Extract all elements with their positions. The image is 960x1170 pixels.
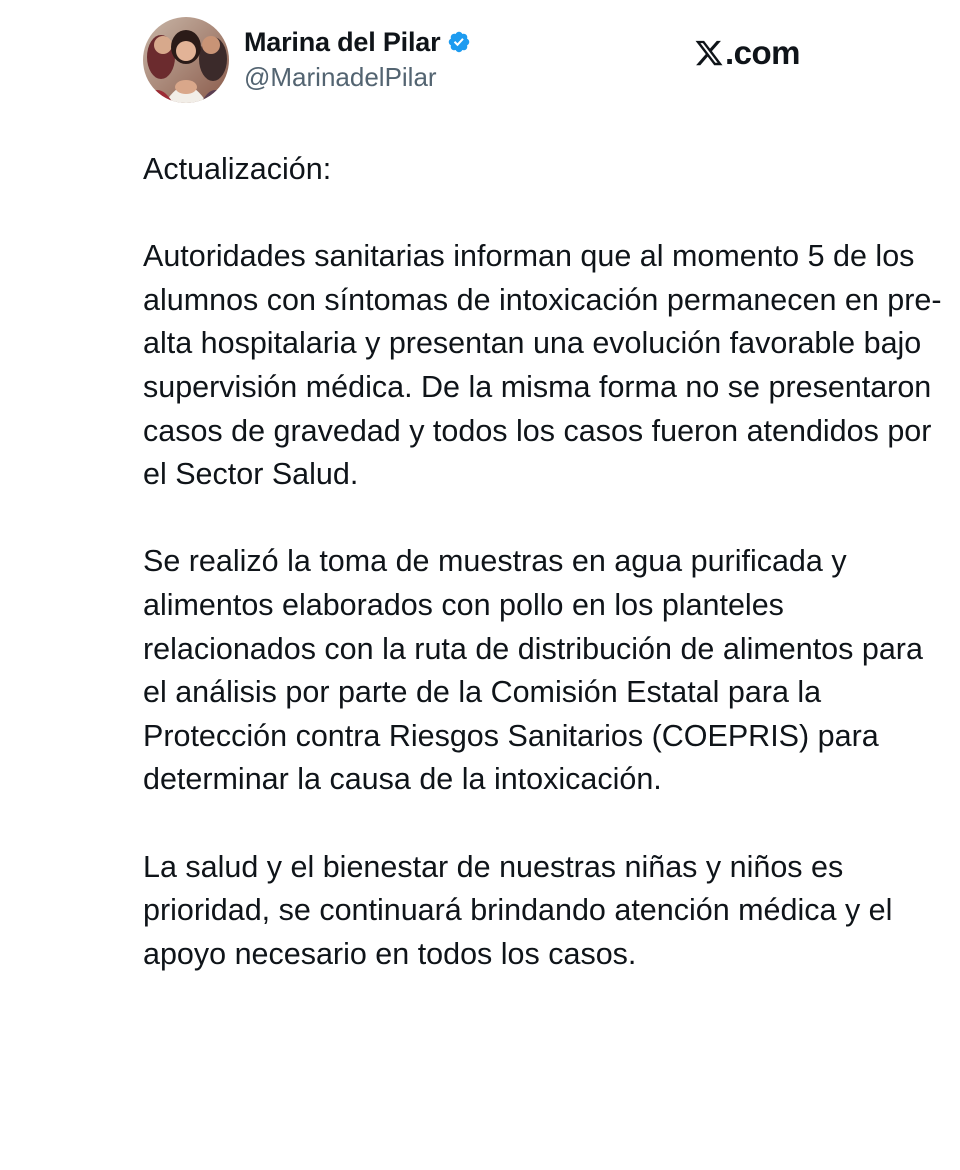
x-logo-icon	[694, 38, 724, 68]
tweet-paragraph-2: Se realizó la toma de muestras en agua purificada y alimentos elaborados con pollo en los planteles relacionados con la ruta de distribución de alimentos para el análisis por parte de la Comisión Estatal para la Protección contra Riesgos Sanitarios (COEPRIS) para determinar la causa de la intoxicación.	[143, 544, 923, 797]
avatar[interactable]	[143, 17, 229, 103]
tweet-header	[0, 0, 960, 120]
author-handle[interactable]: @MarinadelPilar	[244, 62, 437, 92]
tweet-heading: Actualización:	[143, 152, 332, 186]
tweet-paragraph-1: Autoridades sanitarias informan que al momento 5 de los alumnos con síntomas de intoxicación permanecen en pre-alta hospitalaria y presentan una evolución favorable bajo supervisión médica. De la misma forma no se presentaron casos de gravedad y todos los casos fueron atendidos por el Sector Salud.	[143, 239, 942, 492]
profile-photo-avatar-icon	[143, 17, 229, 103]
verified-badge-icon	[447, 30, 471, 54]
author-name-row[interactable]	[244, 24, 471, 60]
site-domain: .com	[725, 34, 801, 71]
tweet-paragraph-3: La salud y el bienestar de nuestras niñas y niños es prioridad, se continuará brindando atención médica y el apoyo necesario en todos los casos.	[143, 849, 893, 971]
site-watermark	[694, 32, 800, 74]
tweet-text	[143, 148, 943, 1020]
display-name[interactable]: Marina del Pilar	[244, 26, 441, 57]
